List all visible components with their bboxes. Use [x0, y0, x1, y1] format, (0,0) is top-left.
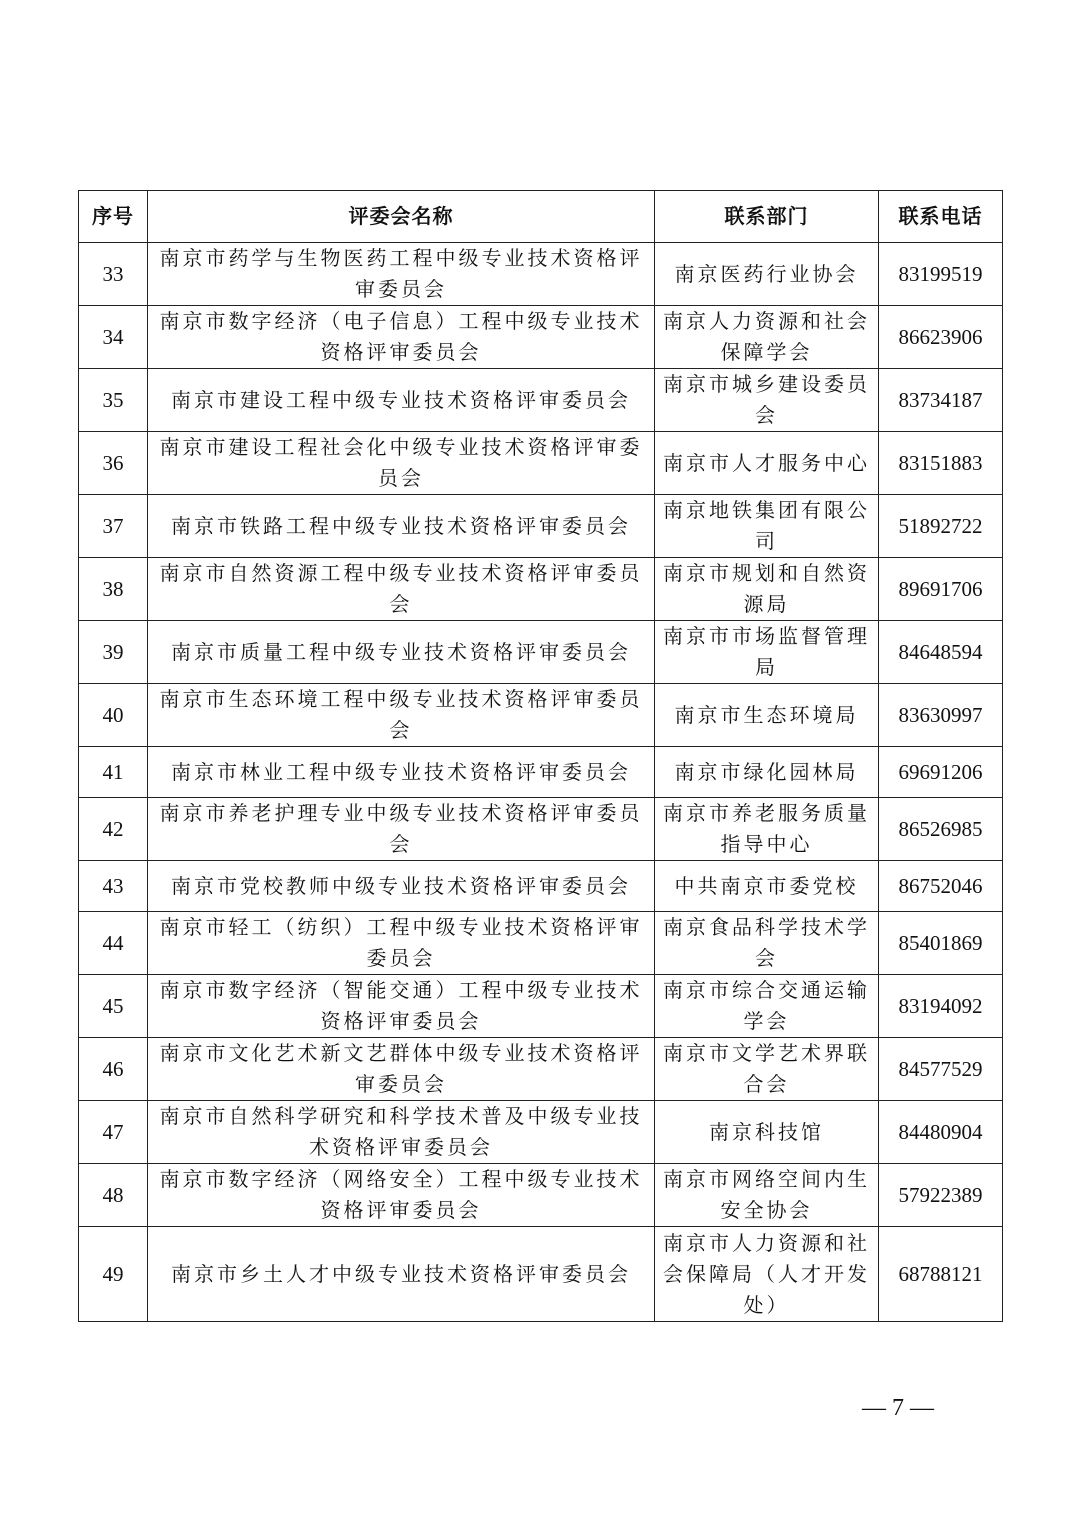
- row-committee-name: 南京市数字经济（电子信息）工程中级专业技术资格评审委员会: [148, 306, 655, 369]
- row-committee-name: 南京市自然科学研究和科学技术普及中级专业技术资格评审委员会: [148, 1101, 655, 1164]
- row-contact-phone: 83199519: [879, 243, 1003, 306]
- row-committee-name: 南京市林业工程中级专业技术资格评审委员会: [148, 747, 655, 798]
- table-row: [79, 1227, 1003, 1322]
- table-row: [79, 621, 1003, 684]
- row-committee-name: 南京市建设工程中级专业技术资格评审委员会: [148, 369, 655, 432]
- row-contact-department: 中共南京市委党校: [655, 861, 879, 912]
- row-index: 42: [79, 798, 148, 861]
- table-row: [79, 861, 1003, 912]
- row-index: 49: [79, 1227, 148, 1322]
- row-contact-department: 南京市绿化园林局: [655, 747, 879, 798]
- header-index: 序号: [79, 191, 148, 243]
- row-index: 43: [79, 861, 148, 912]
- row-index: 46: [79, 1038, 148, 1101]
- header-contact-department: 联系部门: [655, 191, 879, 243]
- row-committee-name: 南京市养老护理专业中级专业技术资格评审委员会: [148, 798, 655, 861]
- row-committee-name: 南京市数字经济（网络安全）工程中级专业技术资格评审委员会: [148, 1164, 655, 1227]
- row-contact-phone: 83194092: [879, 975, 1003, 1038]
- row-index: 39: [79, 621, 148, 684]
- table-row: [79, 684, 1003, 747]
- row-index: 44: [79, 912, 148, 975]
- table-row: [79, 747, 1003, 798]
- row-committee-name: 南京市轻工（纺织）工程中级专业技术资格评审委员会: [148, 912, 655, 975]
- header-committee-name: 评委会名称: [148, 191, 655, 243]
- row-contact-phone: 68788121: [879, 1227, 1003, 1322]
- row-contact-department: 南京市网络空间内生安全协会: [655, 1164, 879, 1227]
- row-contact-department: 南京市综合交通运输学会: [655, 975, 879, 1038]
- row-index: 40: [79, 684, 148, 747]
- row-contact-department: 南京市市场监督管理局: [655, 621, 879, 684]
- row-contact-phone: 83151883: [879, 432, 1003, 495]
- row-contact-department: 南京地铁集团有限公司: [655, 495, 879, 558]
- row-contact-department: 南京市城乡建设委员会: [655, 369, 879, 432]
- row-committee-name: 南京市铁路工程中级专业技术资格评审委员会: [148, 495, 655, 558]
- row-contact-department: 南京市人力资源和社会保障局（人才开发处）: [655, 1227, 879, 1322]
- table-row: [79, 1101, 1003, 1164]
- row-contact-phone: 57922389: [879, 1164, 1003, 1227]
- row-contact-phone: 84648594: [879, 621, 1003, 684]
- row-committee-name: 南京市生态环境工程中级专业技术资格评审委员会: [148, 684, 655, 747]
- row-committee-name: 南京市数字经济（智能交通）工程中级专业技术资格评审委员会: [148, 975, 655, 1038]
- row-contact-phone: 86526985: [879, 798, 1003, 861]
- row-index: 36: [79, 432, 148, 495]
- row-contact-phone: 84480904: [879, 1101, 1003, 1164]
- row-index: 37: [79, 495, 148, 558]
- row-contact-department: 南京医药行业协会: [655, 243, 879, 306]
- row-index: 35: [79, 369, 148, 432]
- table-row: [79, 369, 1003, 432]
- committee-contact-table: [78, 190, 1003, 1322]
- table-row: [79, 306, 1003, 369]
- row-committee-name: 南京市自然资源工程中级专业技术资格评审委员会: [148, 558, 655, 621]
- row-committee-name: 南京市文化艺术新文艺群体中级专业技术资格评审委员会: [148, 1038, 655, 1101]
- row-contact-department: 南京人力资源和社会保障学会: [655, 306, 879, 369]
- row-contact-phone: 89691706: [879, 558, 1003, 621]
- row-contact-phone: 83734187: [879, 369, 1003, 432]
- table-row: [79, 1038, 1003, 1101]
- row-contact-department: 南京市养老服务质量指导中心: [655, 798, 879, 861]
- row-contact-phone: 84577529: [879, 1038, 1003, 1101]
- table-row: [79, 1164, 1003, 1227]
- row-committee-name: 南京市质量工程中级专业技术资格评审委员会: [148, 621, 655, 684]
- row-contact-phone: 85401869: [879, 912, 1003, 975]
- row-contact-department: 南京食品科学技术学会: [655, 912, 879, 975]
- row-contact-phone: 83630997: [879, 684, 1003, 747]
- table-header-row: [79, 191, 1003, 243]
- row-index: 47: [79, 1101, 148, 1164]
- row-index: 41: [79, 747, 148, 798]
- row-committee-name: 南京市党校教师中级专业技术资格评审委员会: [148, 861, 655, 912]
- page-number: — 7 —: [862, 1395, 934, 1421]
- table-row: [79, 912, 1003, 975]
- table-row: [79, 798, 1003, 861]
- row-committee-name: 南京市建设工程社会化中级专业技术资格评审委员会: [148, 432, 655, 495]
- row-index: 38: [79, 558, 148, 621]
- row-contact-department: 南京市生态环境局: [655, 684, 879, 747]
- row-committee-name: 南京市药学与生物医药工程中级专业技术资格评审委员会: [148, 243, 655, 306]
- row-contact-department: 南京市文学艺术界联合会: [655, 1038, 879, 1101]
- row-contact-department: 南京市规划和自然资源局: [655, 558, 879, 621]
- row-index: 45: [79, 975, 148, 1038]
- row-contact-phone: 86623906: [879, 306, 1003, 369]
- header-contact-phone: 联系电话: [879, 191, 1003, 243]
- table-row: [79, 975, 1003, 1038]
- row-committee-name: 南京市乡土人才中级专业技术资格评审委员会: [148, 1227, 655, 1322]
- row-contact-department: 南京科技馆: [655, 1101, 879, 1164]
- row-index: 33: [79, 243, 148, 306]
- table-row: [79, 243, 1003, 306]
- table-row: [79, 432, 1003, 495]
- table-row: [79, 495, 1003, 558]
- row-index: 48: [79, 1164, 148, 1227]
- row-contact-phone: 69691206: [879, 747, 1003, 798]
- row-contact-phone: 51892722: [879, 495, 1003, 558]
- row-index: 34: [79, 306, 148, 369]
- row-contact-department: 南京市人才服务中心: [655, 432, 879, 495]
- row-contact-phone: 86752046: [879, 861, 1003, 912]
- table-row: [79, 558, 1003, 621]
